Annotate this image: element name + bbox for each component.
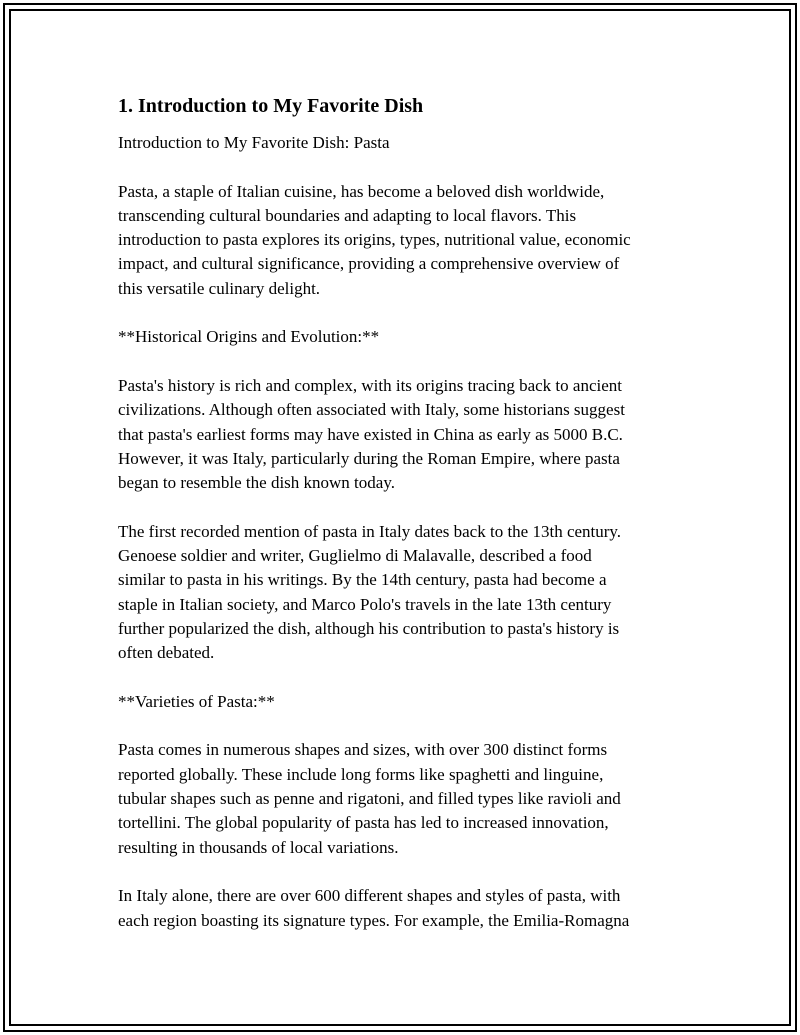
paragraph-varieties-heading: **Varieties of Pasta:**	[118, 691, 275, 711]
paragraph-varieties-shapes: Pasta comes in numerous shapes and sizes, with over 300 distinct forms reported globally. These include long forms like spaghetti and linguine, tubular shapes such as penne and rigatoni, and filled types like ravioli and tortellini. The global popularity of pasta has led to increased innovation, resulting in thousands of local variations.	[118, 740, 621, 857]
paragraph-history-heading: **Historical Origins and Evolution:**	[118, 327, 380, 347]
document-body	[118, 93, 678, 957]
paragraph-history-origins: Pasta's history is rich and complex, with its origins tracing back to ancient civilizations. Although often associated with Italy, some historians suggest that pasta's earliest forms may have existed in China as early as 5000 B.C. However, it was Italy, particularly during the Roman Empire, where pasta began to resemble the dish known today.	[118, 375, 625, 493]
paragraph-history-13th-century: The first recorded mention of pasta in Italy dates back to the 13th century. Genoese soldier and writer, Guglielmo di Malavalle, described a food similar to pasta in his writings. By the 14th century, pasta had become a staple in Italian society, and Marco Polo's travels in the late 13th century further popularized the dish, although his contribution to pasta's history is often debated.	[118, 521, 622, 663]
paragraph-subtitle: Introduction to My Favorite Dish: Pasta	[118, 133, 390, 152]
paragraph-varieties-italy: In Italy alone, there are over 600 different shapes and styles of pasta, with each region boasting its signature types. For example, the Emilia-Romagna	[118, 886, 630, 930]
paragraph-intro: Pasta, a staple of Italian cuisine, has become a beloved dish worldwide, transcending cultural boundaries and adapting to local flavors. This introduction to pasta explores its origins, types, nutritional value, economic impact, and cultural significance, providing a comprehensive overview of this versatile culinary delight.	[118, 181, 631, 298]
section-heading: 1. Introduction to My Favorite Dish	[118, 95, 424, 117]
